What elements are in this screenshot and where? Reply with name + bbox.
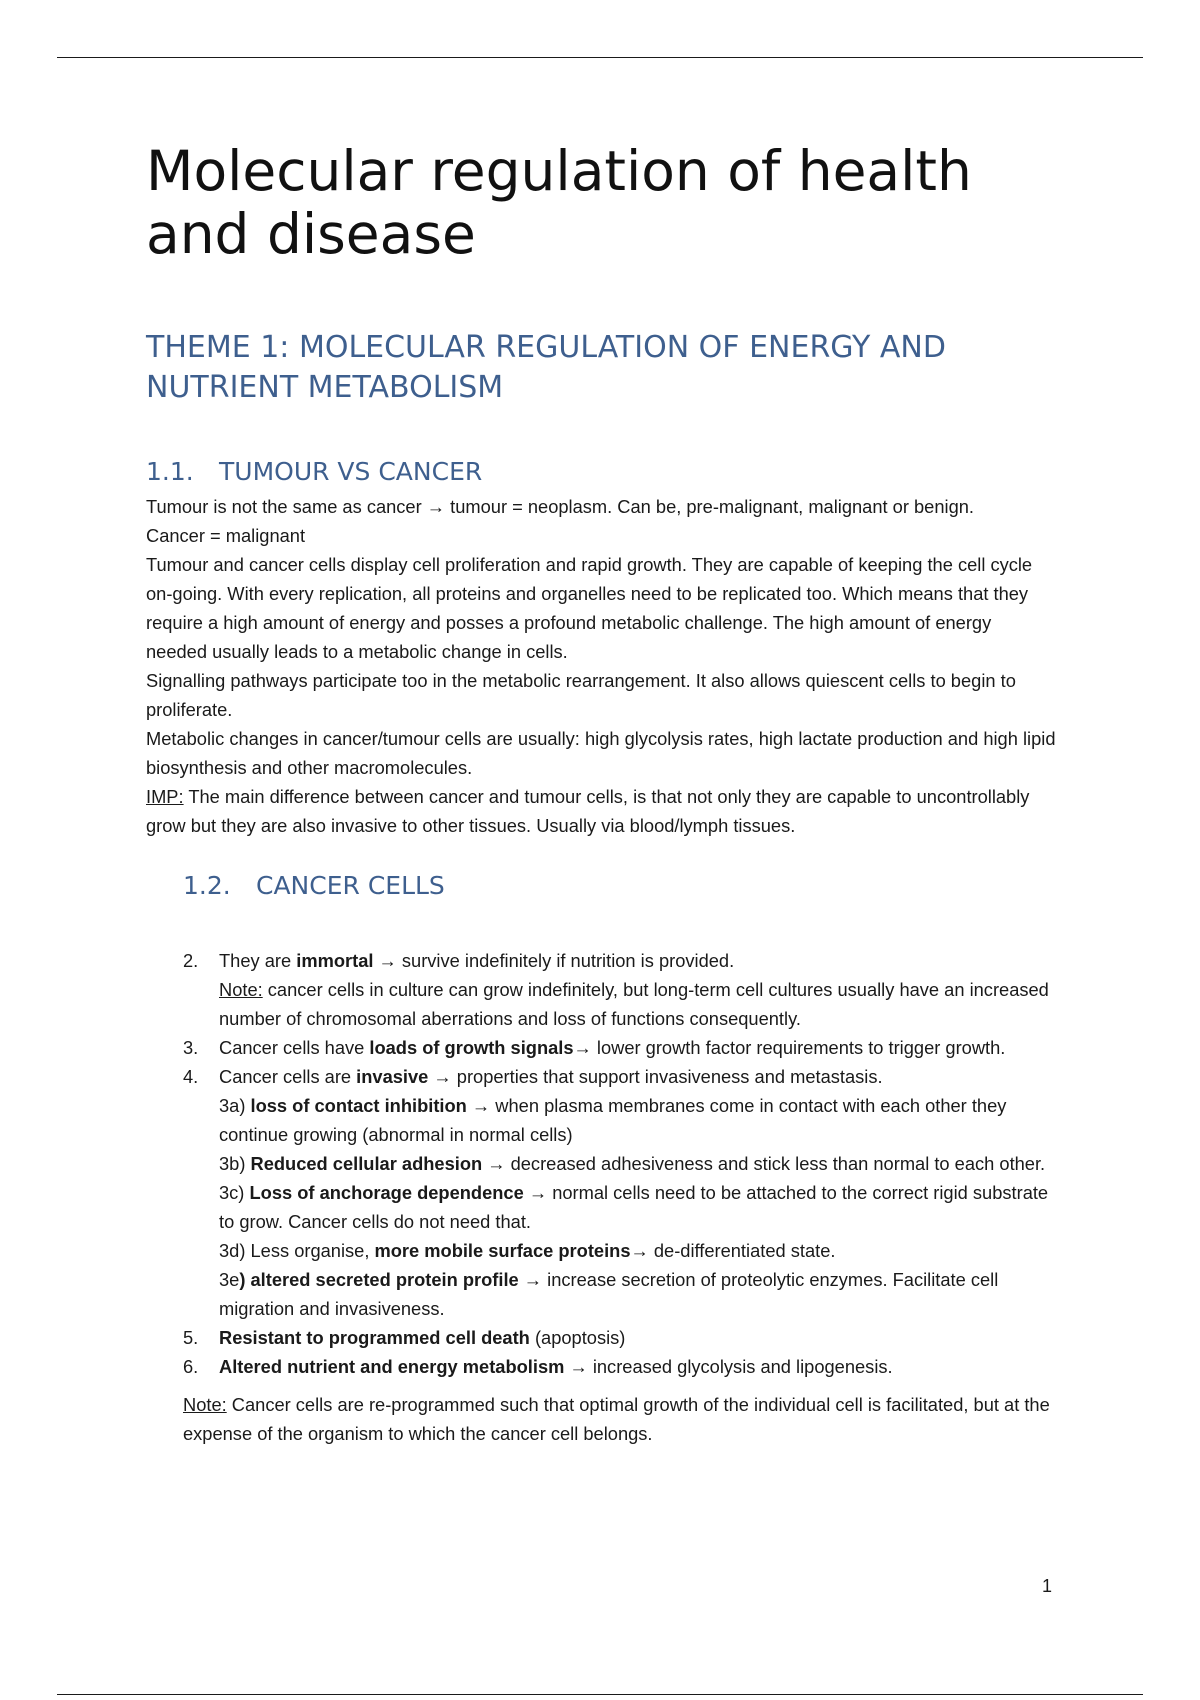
list-marker: 2. [183,950,199,971]
list-marker: 5. [183,1327,199,1348]
section-number: 1.1. [146,457,194,486]
list-marker: 3. [183,1037,199,1058]
paragraph-imp [146,782,1056,840]
section-title: TUMOUR VS CANCER [219,457,483,486]
list-item: 6. Altered nutrient and energy metabolism → increased glycolysis and lipogenesis. [183,1352,1056,1381]
paragraph: Tumour and cancer cells display cell proliferation and rapid growth. They are capable of keeping the cell cycle on-going. With every replication, all proteins and organelles need to be replicated too. Which means that they require a high amount of energy and posses a profound metabolic challenge. The high amount of energy needed usually leads to a metabolic change in cells. [146,554,1033,662]
document-page [146,140,1056,1448]
section-heading-tumour-vs-cancer [146,456,1056,488]
document-title: Molecular regulation of health and disease [146,139,972,266]
page-number: 1 [1042,1576,1053,1596]
closing-note [183,1390,1056,1448]
section-title: CANCER CELLS [256,871,445,900]
list-marker: 4. [183,1066,199,1087]
theme-heading: THEME 1: MOLECULAR REGULATION OF ENERGY AND NUTRIENT METABOLISM [146,330,946,405]
note-label: Note: [183,1394,227,1415]
note-label: Note: [219,979,263,1000]
list-item: 4. Cancer cells are invasive → properties that support invasiveness and metastasis. 3a) loss of contact inhibition → when plasma membranes come in contact with each other they continue growing (abnormal in normal cells) 3b) Reduced cellular adhesion → decreased adhesiveness and stick less than normal to each other. 3c) Loss of anchorage dependence → normal cells need to be attached to the correct rigid substrate to grow. Cancer cells do not need that. 3d) Less organise, more mobile surface proteins→ de-differentiated state. 3e) altered secreted protein profile → increase secretion of proteolytic enzymes. Facilitate cell migration and invasiveness. [183,1062,1056,1323]
header-rule [57,57,1143,58]
list-item: 5. Resistant to programmed cell death (apoptosis) [183,1323,1056,1352]
imp-label: IMP: [146,786,184,807]
cancer-cell-properties-list [183,946,1056,1381]
paragraph: Signalling pathways participate too in the metabolic rearrangement. It also allows quiescent cells to begin to proliferate. [146,670,1016,720]
paragraph: Tumour is not the same as cancer → tumour = neoplasm. Can be, pre-malignant, malignant or benign. [146,496,974,517]
note-text: Cancer cells are re-programmed such that optimal growth of the individual cell is facilitated, but at the expense of the organism to which the cancer cell belongs. [183,1394,1050,1444]
list-marker: 6. [183,1356,199,1377]
paragraph: Metabolic changes in cancer/tumour cells are usually: high glycolysis rates, high lactate production and high lipid biosynthesis and other macromolecules. [146,728,1056,778]
list-item: 3. Cancer cells have loads of growth signals→ lower growth factor requirements to trigger growth. [183,1033,1056,1062]
imp-text: The main difference between cancer and tumour cells, is that not only they are capable to uncontrollably grow but they are also invasive to other tissues. Usually via blood/lymph tissues. [146,786,1030,836]
section-heading-cancer-cells [183,870,1056,902]
paragraph: Cancer = malignant [146,525,306,546]
section-number: 1.2. [183,871,231,900]
footer-rule [57,1694,1143,1695]
list-item: 2. They are immortal → survive indefinitely if nutrition is provided. Note: cancer cells in culture can grow indefinitely, but long-term cell cultures usually have an increased number of chromosomal aberrations and loss of functions consequently. [183,946,1056,1033]
